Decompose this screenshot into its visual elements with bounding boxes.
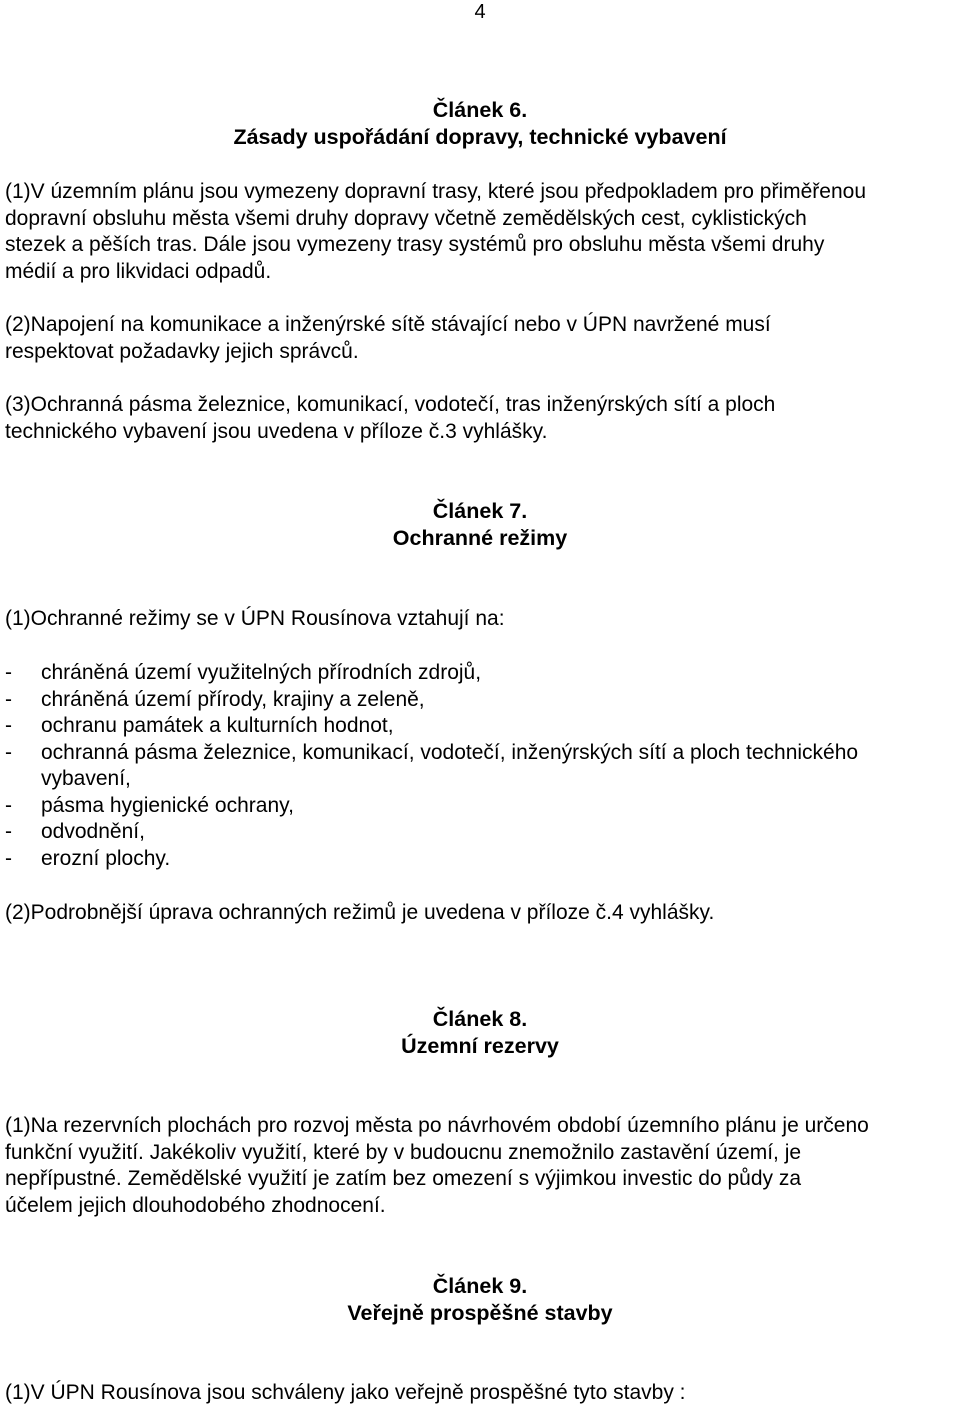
list-item <box>5 740 960 793</box>
article-8-title: Územní rezervy <box>401 1034 559 1058</box>
list-item-text: chráněná území využitelných přírodních zdrojů, <box>41 661 482 684</box>
article-9-paragraph-1: (1)V ÚPN Rousínova jsou schváleny jako veřejně prospěšné tyto stavby : <box>5 1381 686 1404</box>
article-9-number: Článek 9. <box>432 1274 528 1298</box>
article-7-number: Článek 7. <box>432 499 528 523</box>
list-item <box>5 793 960 820</box>
list-item-text: ochranu památek a kulturních hodnot, <box>41 714 394 737</box>
text-line: nepřípustné. Zemědělské využití je zatím bez omezení s výjimkou investic do půdy za <box>5 1167 802 1190</box>
article-6-paragraph-2 <box>5 312 960 365</box>
list-item-text: erozní plochy. <box>41 846 171 870</box>
list-item-text: pásma hygienické ochrany, <box>41 793 294 817</box>
text-line: dopravní obsluhu města všemi druhy dopravy včetně zemědělských cest, cyklistických <box>5 206 807 230</box>
list-item <box>5 660 960 687</box>
list-item-text: vybavení, <box>41 767 131 790</box>
bullet-dash: - <box>5 714 12 737</box>
list-item <box>5 819 960 846</box>
text-line: stezek a pěších tras. Dále jsou vymezeny trasy systémů pro obsluhu města všemi druhy <box>5 233 825 256</box>
article-8-number: Článek 8. <box>432 1007 528 1031</box>
article-6-number: Článek 6. <box>432 98 528 122</box>
list-item-text: chráněná území přírody, krajiny a zeleně, <box>41 687 425 711</box>
text-line: (1)Na rezervních plochách pro rozvoj města po návrhovém období územního plánu je určeno <box>5 1114 869 1137</box>
list-item <box>5 687 960 714</box>
list-item <box>5 713 960 740</box>
protection-regimes-list <box>5 660 960 872</box>
text-line: (1)V územním plánu jsou vymezeny dopravní trasy, které jsou předpokladem pro přiměřenou <box>5 180 867 203</box>
text-line: funkční využití. Jakékoliv využití, které by v budoucnu znemožnilo zastavění území, je <box>5 1140 802 1164</box>
bullet-dash: - <box>5 793 12 817</box>
article-7-title: Ochranné režimy <box>392 526 568 550</box>
bullet-dash: - <box>5 687 12 711</box>
list-item <box>5 846 960 873</box>
article-9-title: Veřejně prospěšné stavby <box>347 1301 613 1325</box>
bullet-dash: - <box>5 740 12 764</box>
article-7-intro: (1)Ochranné režimy se v ÚPN Rousínova vztahují na: <box>5 607 505 630</box>
bullet-dash: - <box>5 846 12 870</box>
article-6-paragraph-3 <box>5 392 960 445</box>
text-line: technického vybavení jsou uvedena v příloze č.3 vyhlášky. <box>5 419 548 443</box>
bullet-dash: - <box>5 661 12 684</box>
text-line: (2)Napojení na komunikace a inženýrské sítě stávající nebo v ÚPN navržené musí <box>5 313 771 336</box>
text-line: médií a pro likvidaci odpadů. <box>5 259 272 283</box>
bullet-dash: - <box>5 820 12 843</box>
text-line: respektovat požadavky jejich správců. <box>5 339 359 363</box>
text-line: účelem jejich dlouhodobého zhodnocení. <box>5 1193 386 1217</box>
page-number: 4 <box>474 1 486 23</box>
list-item-text: ochranná pásma železnice, komunikací, vodotečí, inženýrských sítí a ploch technického <box>41 740 859 764</box>
article-6-title: Zásady uspořádání dopravy, technické vybavení <box>233 125 727 149</box>
article-8-paragraph-1 <box>5 1113 960 1219</box>
article-6-paragraph-1 <box>5 179 960 285</box>
article-7-paragraph-2: (2)Podrobnější úprava ochranných režimů je uvedena v příloze č.4 vyhlášky. <box>5 901 715 924</box>
list-item-text: odvodnění, <box>41 820 145 843</box>
text-line: (3)Ochranná pásma železnice, komunikací, vodotečí, tras inženýrských sítí a ploch <box>5 393 776 416</box>
